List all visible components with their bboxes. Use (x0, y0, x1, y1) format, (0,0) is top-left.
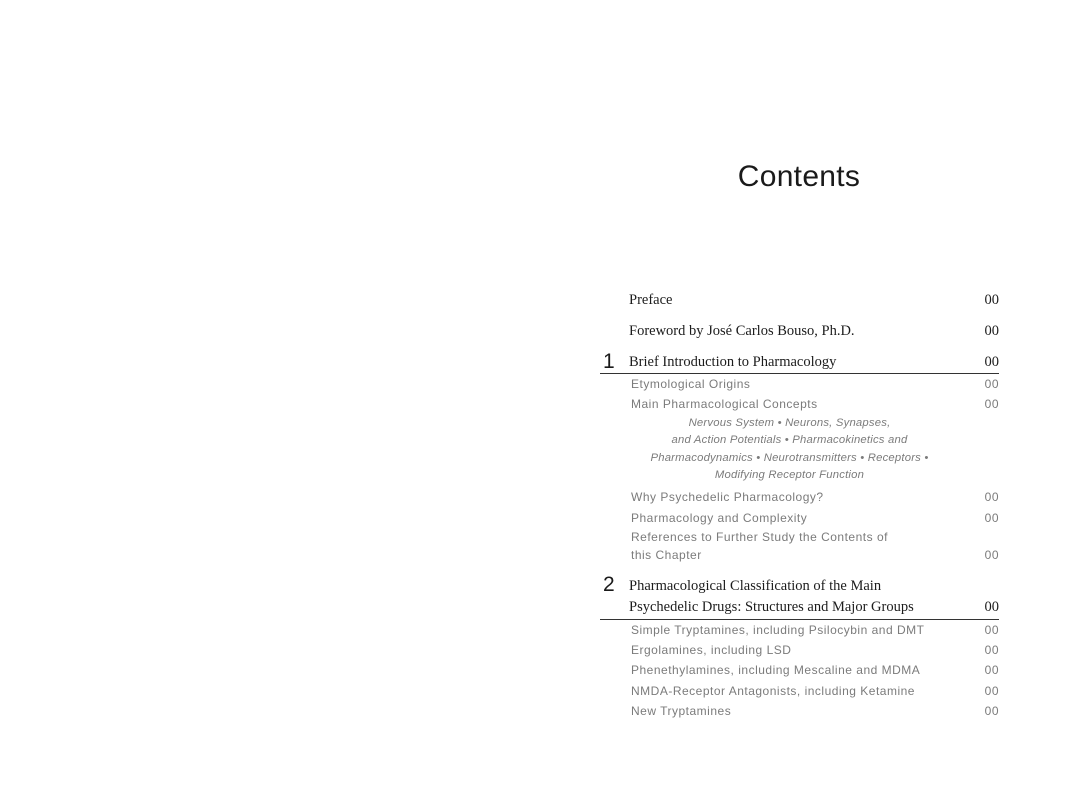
subtopic-line: Modifying Receptor Function (714, 468, 865, 481)
entry-page-number: 00 (984, 397, 999, 411)
chapter-1-number: 1 (603, 350, 615, 373)
subtopic-line: Nervous System • Neurons, Synapses, (688, 417, 891, 429)
entry-label: Phenethylamines, including Mescaline and MDMA (631, 663, 921, 677)
chapter-1-rule (600, 373, 999, 374)
entry-page-number: 00 (984, 623, 999, 637)
entry-page-number: 00 (984, 704, 999, 718)
entry-page-number: 00 (984, 599, 999, 615)
entry-label: Ergolamines, including LSD (631, 643, 792, 657)
entry-label: References to Further Study the Contents of (631, 530, 888, 544)
entry-label: Main Pharmacological Concepts (631, 397, 818, 411)
entry-label: NMDA-Receptor Antagonists, including Ketamine (631, 684, 915, 698)
entry-page-number: 00 (984, 548, 999, 562)
entry-label: Preface (629, 292, 673, 308)
entry-page-number: 00 (984, 354, 999, 370)
chapter-title: Pharmacological Classification of the Main (629, 578, 882, 594)
chapter-2-rule (600, 619, 999, 620)
entry-label: Foreword by José Carlos Bouso, Ph.D. (629, 323, 855, 339)
entry-page-number: 00 (984, 663, 999, 677)
chapter-title: Psychedelic Drugs: Structures and Major Groups (629, 599, 914, 615)
entry-label: this Chapter (631, 548, 702, 562)
entry-page-number: 00 (984, 643, 999, 657)
entry-page-number: 00 (984, 377, 999, 391)
entry-page-number: 00 (984, 511, 999, 525)
table-of-contents (600, 0, 999, 800)
entry-label: Simple Tryptamines, including Psilocybin and DMT (631, 623, 925, 637)
subtopic-line: and Action Potentials • Pharmacokinetics and (671, 434, 908, 447)
entry-page-number: 00 (984, 292, 999, 308)
page-title: Contents (737, 160, 861, 193)
chapter-title: Brief Introduction to Pharmacology (629, 354, 837, 370)
entry-label: Etymological Origins (631, 377, 751, 391)
subtopics-block (631, 415, 948, 484)
entry-page-number: 00 (984, 323, 999, 339)
subtopic-line: Pharmacodynamics • Neurotransmitters • Receptors • (650, 451, 929, 464)
entry-page-number: 00 (984, 684, 999, 698)
entry-label: Pharmacology and Complexity (631, 511, 808, 525)
chapter-2-number: 2 (603, 573, 615, 596)
entry-label: Why Psychedelic Pharmacology? (631, 490, 824, 504)
entry-label: New Tryptamines (631, 704, 732, 718)
entry-page-number: 00 (984, 490, 999, 504)
